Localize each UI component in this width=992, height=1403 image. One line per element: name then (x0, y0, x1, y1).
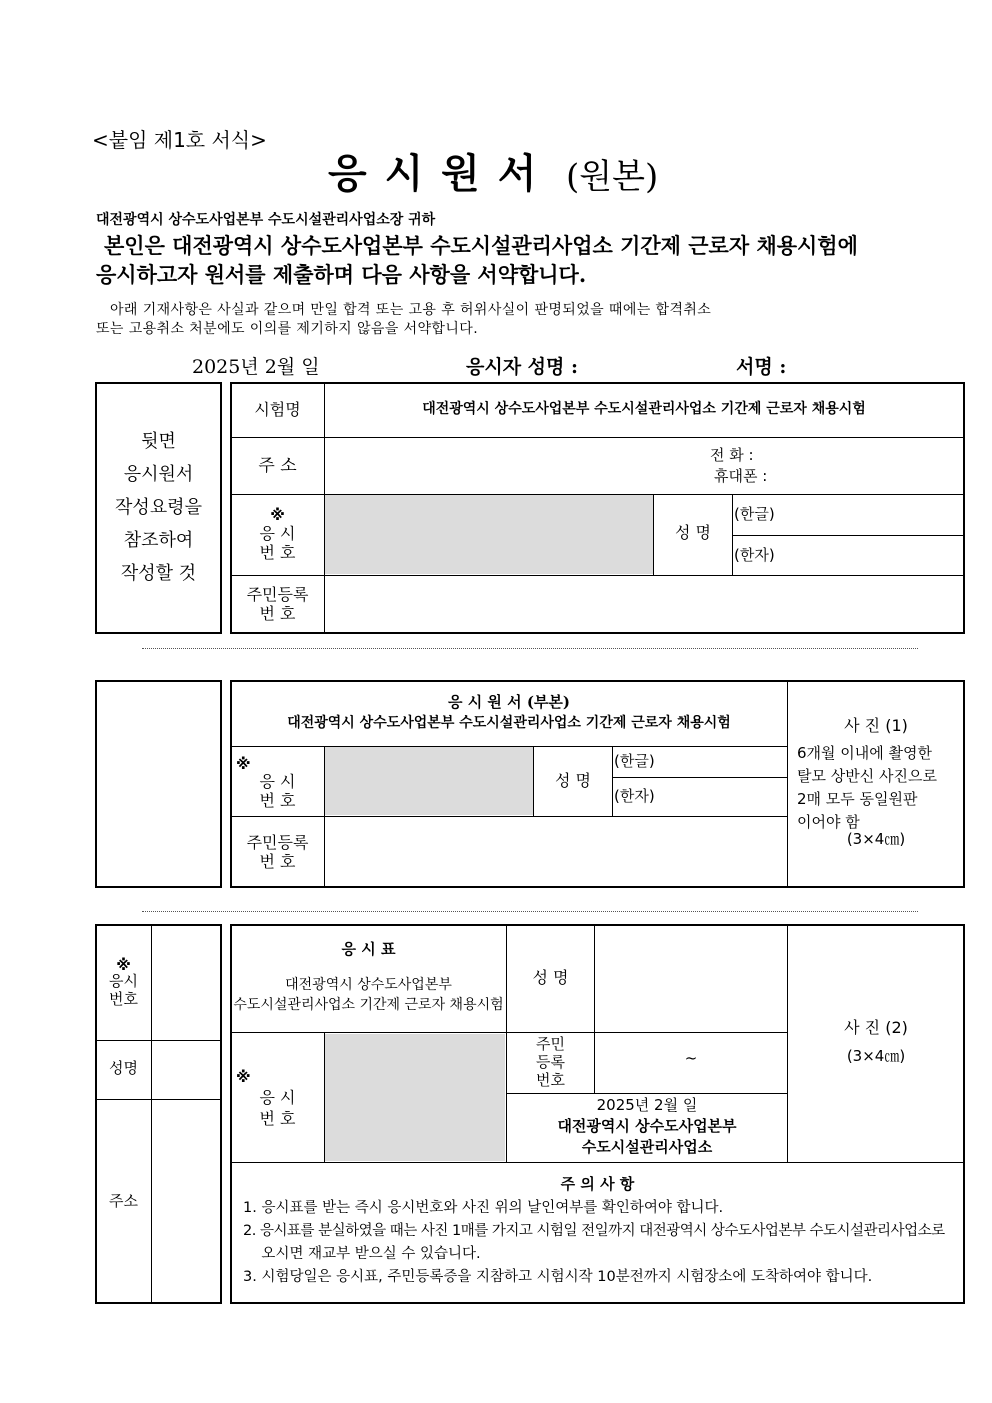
ticket-title: 응 시 표 (341, 940, 396, 958)
rrn-label: 주민등록 번 호 (246, 585, 309, 623)
notice-item: 1. 응시표를 받는 즉시 응시번호와 사진 위의 날인여부를 확인하여야 합니다. (243, 1200, 724, 1216)
pledge-line-1: 본인은 대전광역시 상수도사업본부 수도시설관리사업소 기간제 근로자 채용시험에 (104, 233, 858, 258)
address-label: 주 소 (258, 456, 297, 476)
oath-line-2: 또는 고용취소 처분에도 이의를 제기하지 않음을 서약합니다. (96, 321, 479, 337)
ticket-exam-number-label: 응 시 번 호 (259, 1088, 296, 1128)
reference-mark: ※ (270, 506, 285, 524)
ticket-org-line-1: 대전광역시 상수도사업본부 (285, 977, 452, 993)
cut-line-2 (142, 911, 918, 912)
duplicate-name-hanja-field[interactable]: (한자) (614, 787, 655, 805)
notice-item: 2. 응시표를 분실하였을 때는 사진 1매를 가지고 시험일 전일까지 대전광역시 상수도사업본부 수도시설관리사업소로 (243, 1223, 945, 1239)
photo-2-area[interactable] (788, 926, 963, 1161)
duplicate-title: 응 시 원 서 (부본) (447, 693, 571, 711)
pledge-line-2: 응시하고자 원서를 제출하며 다음 사항을 서약합니다. (96, 262, 587, 287)
ticket-issuer-line-1: 대전광역시 상수도사업본부 (557, 1117, 737, 1135)
duplicate-reference-mark: ※ (236, 755, 251, 773)
photo-1-note: 6개월 이내에 촬영한 탈모 상반신 사진으로 2매 모두 동일원판 이어야 함 (797, 744, 937, 831)
duplicate-exam-number-label: 응 시 번 호 (259, 772, 296, 810)
duplicate-exam-number-shaded (325, 747, 533, 815)
page-subtitle: (원본) (566, 157, 659, 197)
ticket-org-line-2: 수도시설관리사업소 기간제 근로자 채용시험 (233, 997, 504, 1013)
ticket-side-address-label: 주소 (109, 1192, 138, 1210)
ticket-side-mark: ※ (116, 956, 131, 974)
ticket-exam-number-shaded (325, 1034, 505, 1161)
notice-list (243, 1197, 961, 1289)
ticket-side-name-label: 성명 (109, 1059, 138, 1077)
exam-name-value: 대전광역시 상수도사업본부 수도시설관리사업소 기간제 근로자 채용시험 (422, 401, 866, 417)
name-korean-field[interactable]: (한글) (734, 505, 775, 523)
exam-number-label: 응 시 번 호 (259, 524, 296, 562)
signature-field[interactable]: 서명 : (736, 356, 787, 378)
rrn-field[interactable] (325, 577, 963, 632)
notice-item: 오시면 재교부 받으실 수 있습니다. (243, 1246, 481, 1262)
duplicate-rrn-label: 주민등록 번 호 (246, 833, 309, 871)
ticket-side-exam-number-field[interactable] (153, 926, 220, 1039)
photo-1-size: (3×4㎝) (846, 830, 906, 848)
exam-number-shaded (325, 495, 653, 574)
notice-item: 3. 시험당일은 응시표, 주민등록증을 지참하고 시험시작 10분전까지 시험장소에 도착하여야 합니다. (243, 1269, 873, 1285)
side-note: 뒷면 응시원서 작성요령을 참조하여 작성할 것 (115, 431, 202, 584)
photo-2-title: 사 진 (2) (844, 1018, 908, 1037)
ticket-rrn-label: 주민 등록 번호 (536, 1035, 565, 1089)
applicant-name-field[interactable]: 응시자 성명 : (466, 356, 579, 378)
duplicate-name-korean-field[interactable]: (한글) (614, 752, 655, 770)
exam-name-label: 시험명 (254, 400, 301, 419)
phone-label: 전 화 : (710, 446, 754, 464)
name-label: 성 명 (675, 523, 711, 542)
photo-2-size: (3×4㎝) (846, 1047, 906, 1065)
attachment-label: <붙임 제1호 서식> (92, 128, 267, 152)
notice-title: 주 의 사 항 (560, 1175, 635, 1193)
recipient-line: 대전광역시 상수도사업본부 수도시설관리사업소장 귀하 (96, 212, 436, 228)
ticket-side-exam-number-label: 응시 번호 (109, 972, 138, 1008)
duplicate-side-box (95, 680, 222, 888)
ticket-name-field[interactable] (596, 926, 786, 1031)
ticket-reference-mark: ※ (236, 1068, 251, 1086)
duplicate-name-label: 성 명 (555, 771, 591, 790)
duplicate-exam-name: 대전광역시 상수도사업본부 수도시설관리사업소 기간제 근로자 채용시험 (287, 715, 731, 731)
mobile-label: 휴대폰 : (714, 467, 768, 485)
ticket-side-address-field[interactable] (153, 1101, 220, 1302)
name-hanja-field[interactable]: (한자) (734, 546, 775, 564)
oath-line-1: 아래 기재사항은 사실과 같으며 만일 합격 또는 고용 후 허위사실이 판명되었을 때에는 합격취소 (110, 302, 712, 318)
duplicate-rrn-field[interactable] (325, 818, 786, 885)
ticket-rrn-field[interactable]: ~ (684, 1049, 698, 1067)
date-field[interactable]: 2025년 2월 일 (192, 356, 320, 378)
page-title: 응 시 원 서 (328, 150, 539, 197)
photo-1-title: 사 진 (1) (844, 716, 908, 735)
ticket-side-name-field[interactable] (153, 1042, 220, 1098)
ticket-issue-date: 2025년 2월 일 (596, 1096, 698, 1114)
ticket-name-label: 성 명 (532, 968, 569, 987)
cut-line-1 (142, 648, 918, 649)
address-field[interactable] (325, 440, 963, 492)
ticket-issuer-line-2: 수도시설관리사업소 (581, 1138, 713, 1156)
